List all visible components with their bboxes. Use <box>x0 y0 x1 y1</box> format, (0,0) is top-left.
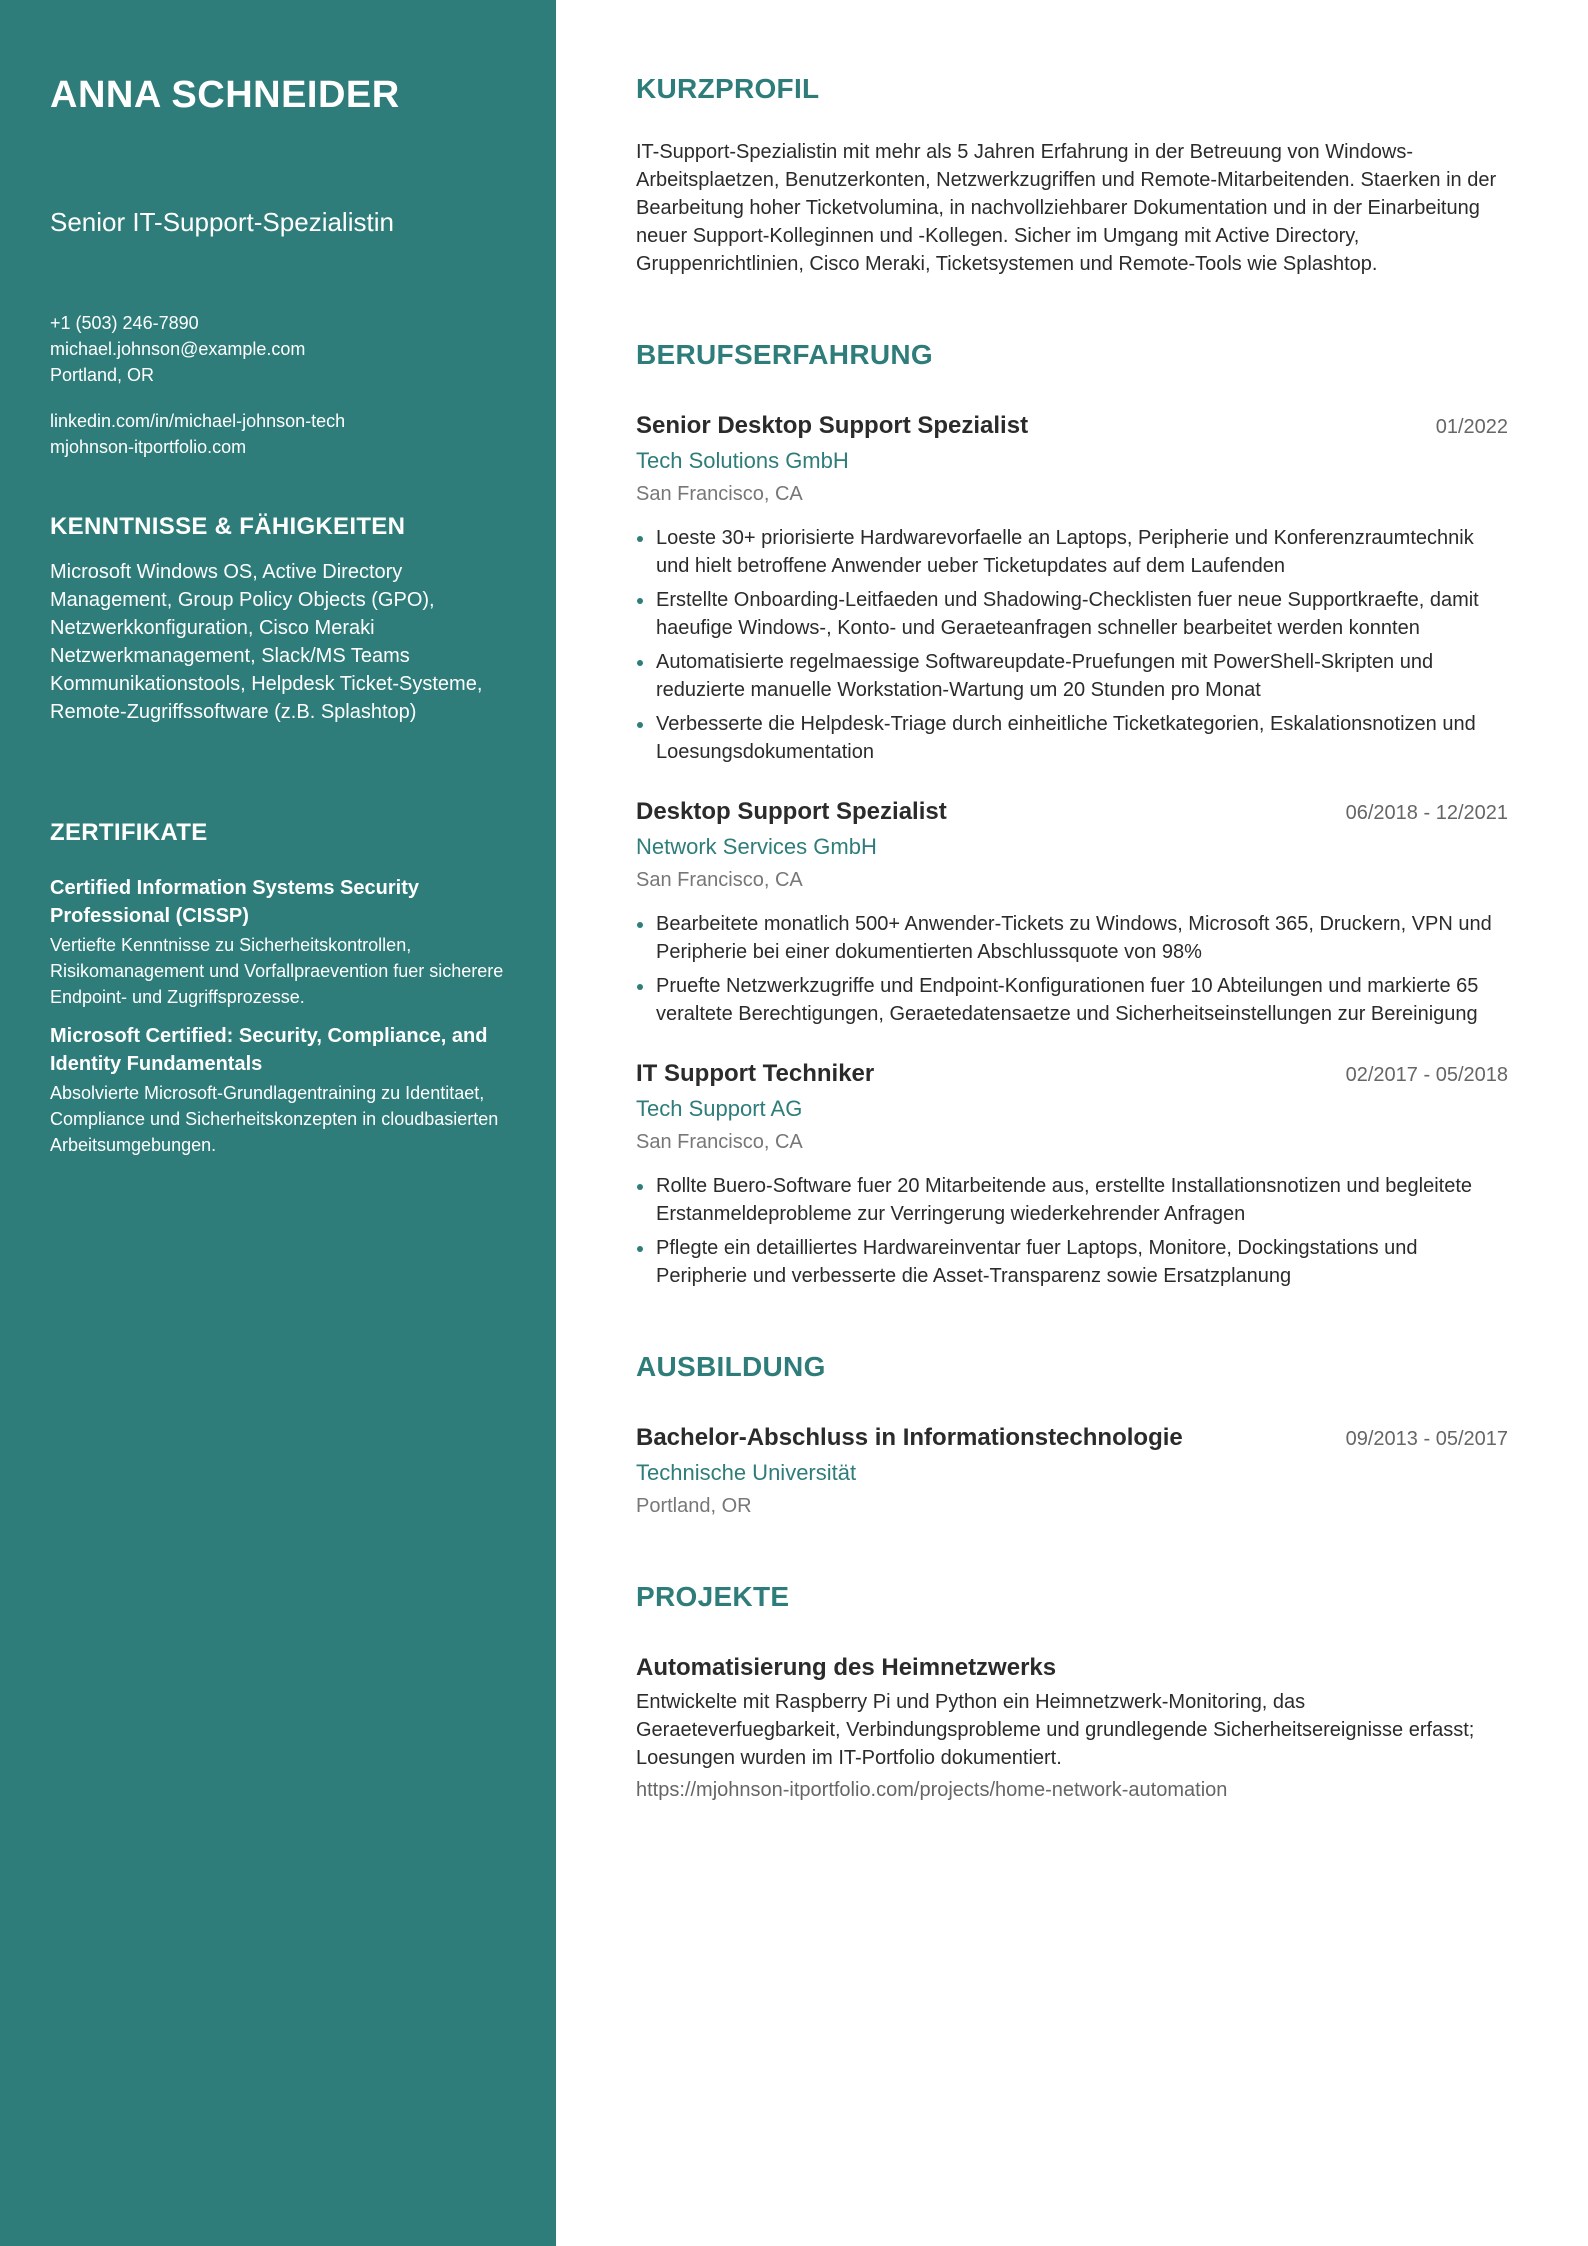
job-company: Tech Solutions GmbH <box>636 448 849 473</box>
certificate-desc: Absolvierte Microsoft-Grundlagentraining zu Identitaet, Compliance und Sicherheitskonzepten in cloudbasierten Arbeitsumgebungen. <box>50 1083 499 1155</box>
certificate-desc: Vertiefte Kenntnisse zu Sicherheitskontrollen, Risikomanagement und Vorfallpraevention fuer sicherere Endpoint- und Zugriffsprozesse. <box>50 935 504 1007</box>
job-bullets <box>636 1172 1508 1290</box>
education-heading: AUSBILDUNG <box>636 1351 826 1382</box>
job-company: Network Services GmbH <box>636 834 877 859</box>
project-link[interactable]: https://mjohnson-itportfolio.com/projects/home-network-automation <box>636 1779 1228 1801</box>
job-entry <box>636 1058 1508 1290</box>
candidate-name: ANNA SCHNEIDER <box>50 74 400 116</box>
certificate-title: Certified Information Systems Security Professional (CISSP) <box>50 877 419 927</box>
certificate-item <box>50 874 506 1010</box>
email[interactable]: michael.johnson@example.com <box>50 339 306 359</box>
school-location: Portland, OR <box>636 1495 752 1517</box>
phone: +1 (503) 246-7890 <box>50 313 199 333</box>
list-item: Rollte Buero-Software fuer 20 Mitarbeitende aus, erstellte Installationsnotizen und begleitete Erstanmeldeprobleme zur Verringerung wiederkehrender Anfragen <box>636 1172 1508 1228</box>
job-title: Desktop Support Spezialist <box>636 798 947 825</box>
list-item: Erstellte Onboarding-Leitfaeden und Shadowing-Checklisten fuer neue Supportkraefte, damit haeufige Windows-, Konto- und Geraeteanfragen schneller bearbeitet werden konnten <box>636 586 1508 642</box>
portfolio-link[interactable]: mjohnson-itportfolio.com <box>50 437 247 457</box>
job-date: 02/2017 - 05/2018 <box>1345 1064 1508 1086</box>
projects-section <box>636 1580 1508 1804</box>
job-entry <box>636 796 1508 1028</box>
linkedin-link[interactable]: linkedin.com/in/michael-johnson-tech <box>50 411 346 431</box>
job-title: IT Support Techniker <box>636 1060 875 1087</box>
certificate-item <box>50 1022 506 1158</box>
list-item: Loeste 30+ priorisierte Hardwarevorfaelle an Laptops, Peripherie und Konferenzraumtechnik und hielt betroffene Anwender ueber Ticketupdates auf dem Laufenden <box>636 524 1508 580</box>
candidate-role: Senior IT-Support-Spezialistin <box>50 207 394 237</box>
job-location: San Francisco, CA <box>636 1131 803 1153</box>
project-title: Automatisierung des Heimnetzwerks <box>636 1654 1057 1681</box>
job-location: San Francisco, CA <box>636 483 803 505</box>
summary-heading: KURZPROFIL <box>636 73 820 104</box>
job-bullets <box>636 524 1508 766</box>
experience-heading: BERUFSERFAHRUNG <box>636 339 933 370</box>
sidebar <box>0 0 556 2246</box>
list-item: Pflegte ein detailliertes Hardwareinventar fuer Laptops, Monitore, Dockingstations und Peripherie und verbesserte die Asset-Transparenz sowie Ersatzplanung <box>636 1234 1508 1290</box>
education-entry <box>636 1422 1508 1520</box>
main-content <box>636 72 1508 1804</box>
skills-text: Microsoft Windows OS, Active Directory Management, Group Policy Objects (GPO), Netzwerkkonfiguration, Cisco Meraki Netzwerkmanagement, Slack/MS Teams Kommunikationstools, Helpdesk Ticket-Systeme, Remote-Zugriffssoftware (z.B. Splashtop) <box>50 561 483 723</box>
education-section <box>636 1350 1508 1520</box>
certificates-heading: ZERTIFIKATE <box>50 819 208 846</box>
degree-title: Bachelor-Abschluss in Informationstechnologie <box>636 1424 1183 1451</box>
job-location: San Francisco, CA <box>636 869 803 891</box>
list-item: Pruefte Netzwerkzugriffe und Endpoint-Konfigurationen fuer 10 Abteilungen und markierte 65 veraltete Berechtigungen, Geraetedatensaetze und Sicherheitseinstellungen zur Bereinigung <box>636 972 1508 1028</box>
summary-text: IT-Support-Spezialistin mit mehr als 5 Jahren Erfahrung in der Betreuung von Windows-Arbeitsplaetzen, Benutzerkonten, Netzwerkzugriffen und Remote-Mitarbeitenden. Staerken in der Bearbeitung hoher Ticketvolumina, in nachvollziehbarer Dokumentation und in der Einarbeitung neuer Support-Kolleginnen und -Kollegen. Sicher im Umgang mit Active Directory, Gruppenrichtlinien, Cisco Meraki, Ticketsystemen und Remote-Tools wie Splashtop. <box>636 141 1497 275</box>
location: Portland, OR <box>50 365 155 385</box>
job-title: Senior Desktop Support Spezialist <box>636 412 1029 439</box>
job-bullets <box>636 910 1508 1028</box>
skills-heading: KENNTNISSE & FÄHIGKEITEN <box>50 513 406 540</box>
list-item: Automatisierte regelmaessige Softwareupdate-Pruefungen mit PowerShell-Skripten und reduzierte manuelle Workstation-Wartung um 20 Stunden pro Monat <box>636 648 1508 704</box>
projects-heading: PROJEKTE <box>636 1581 790 1612</box>
job-date: 06/2018 - 12/2021 <box>1345 802 1508 824</box>
list-item: Verbesserte die Helpdesk-Triage durch einheitliche Ticketkategorien, Eskalationsnotizen und Loesungsdokumentation <box>636 710 1508 766</box>
school-name: Technische Universität <box>636 1460 857 1485</box>
job-date: 01/2022 <box>1435 416 1508 438</box>
contact-block <box>50 310 506 460</box>
certificate-title: Microsoft Certified: Security, Compliance, and Identity Fundamentals <box>50 1025 488 1075</box>
project-desc: Entwickelte mit Raspberry Pi und Python ein Heimnetzwerk-Monitoring, das Geraeteverfuegbarkeit, Verbindungsprobleme und grundlegende Sicherheitsereignisse erfasst; Loesungen wurden im IT-Portfolio dokumentiert. <box>636 1691 1475 1769</box>
experience-section <box>636 338 1508 1290</box>
list-item: Bearbeitete monatlich 500+ Anwender-Tickets zu Windows, Microsoft 365, Druckern, VPN und Peripherie bei einer dokumentierten Abschlussquote von 98% <box>636 910 1508 966</box>
job-entry <box>636 410 1508 766</box>
job-company: Tech Support AG <box>636 1096 803 1121</box>
education-date: 09/2013 - 05/2017 <box>1345 1428 1508 1450</box>
